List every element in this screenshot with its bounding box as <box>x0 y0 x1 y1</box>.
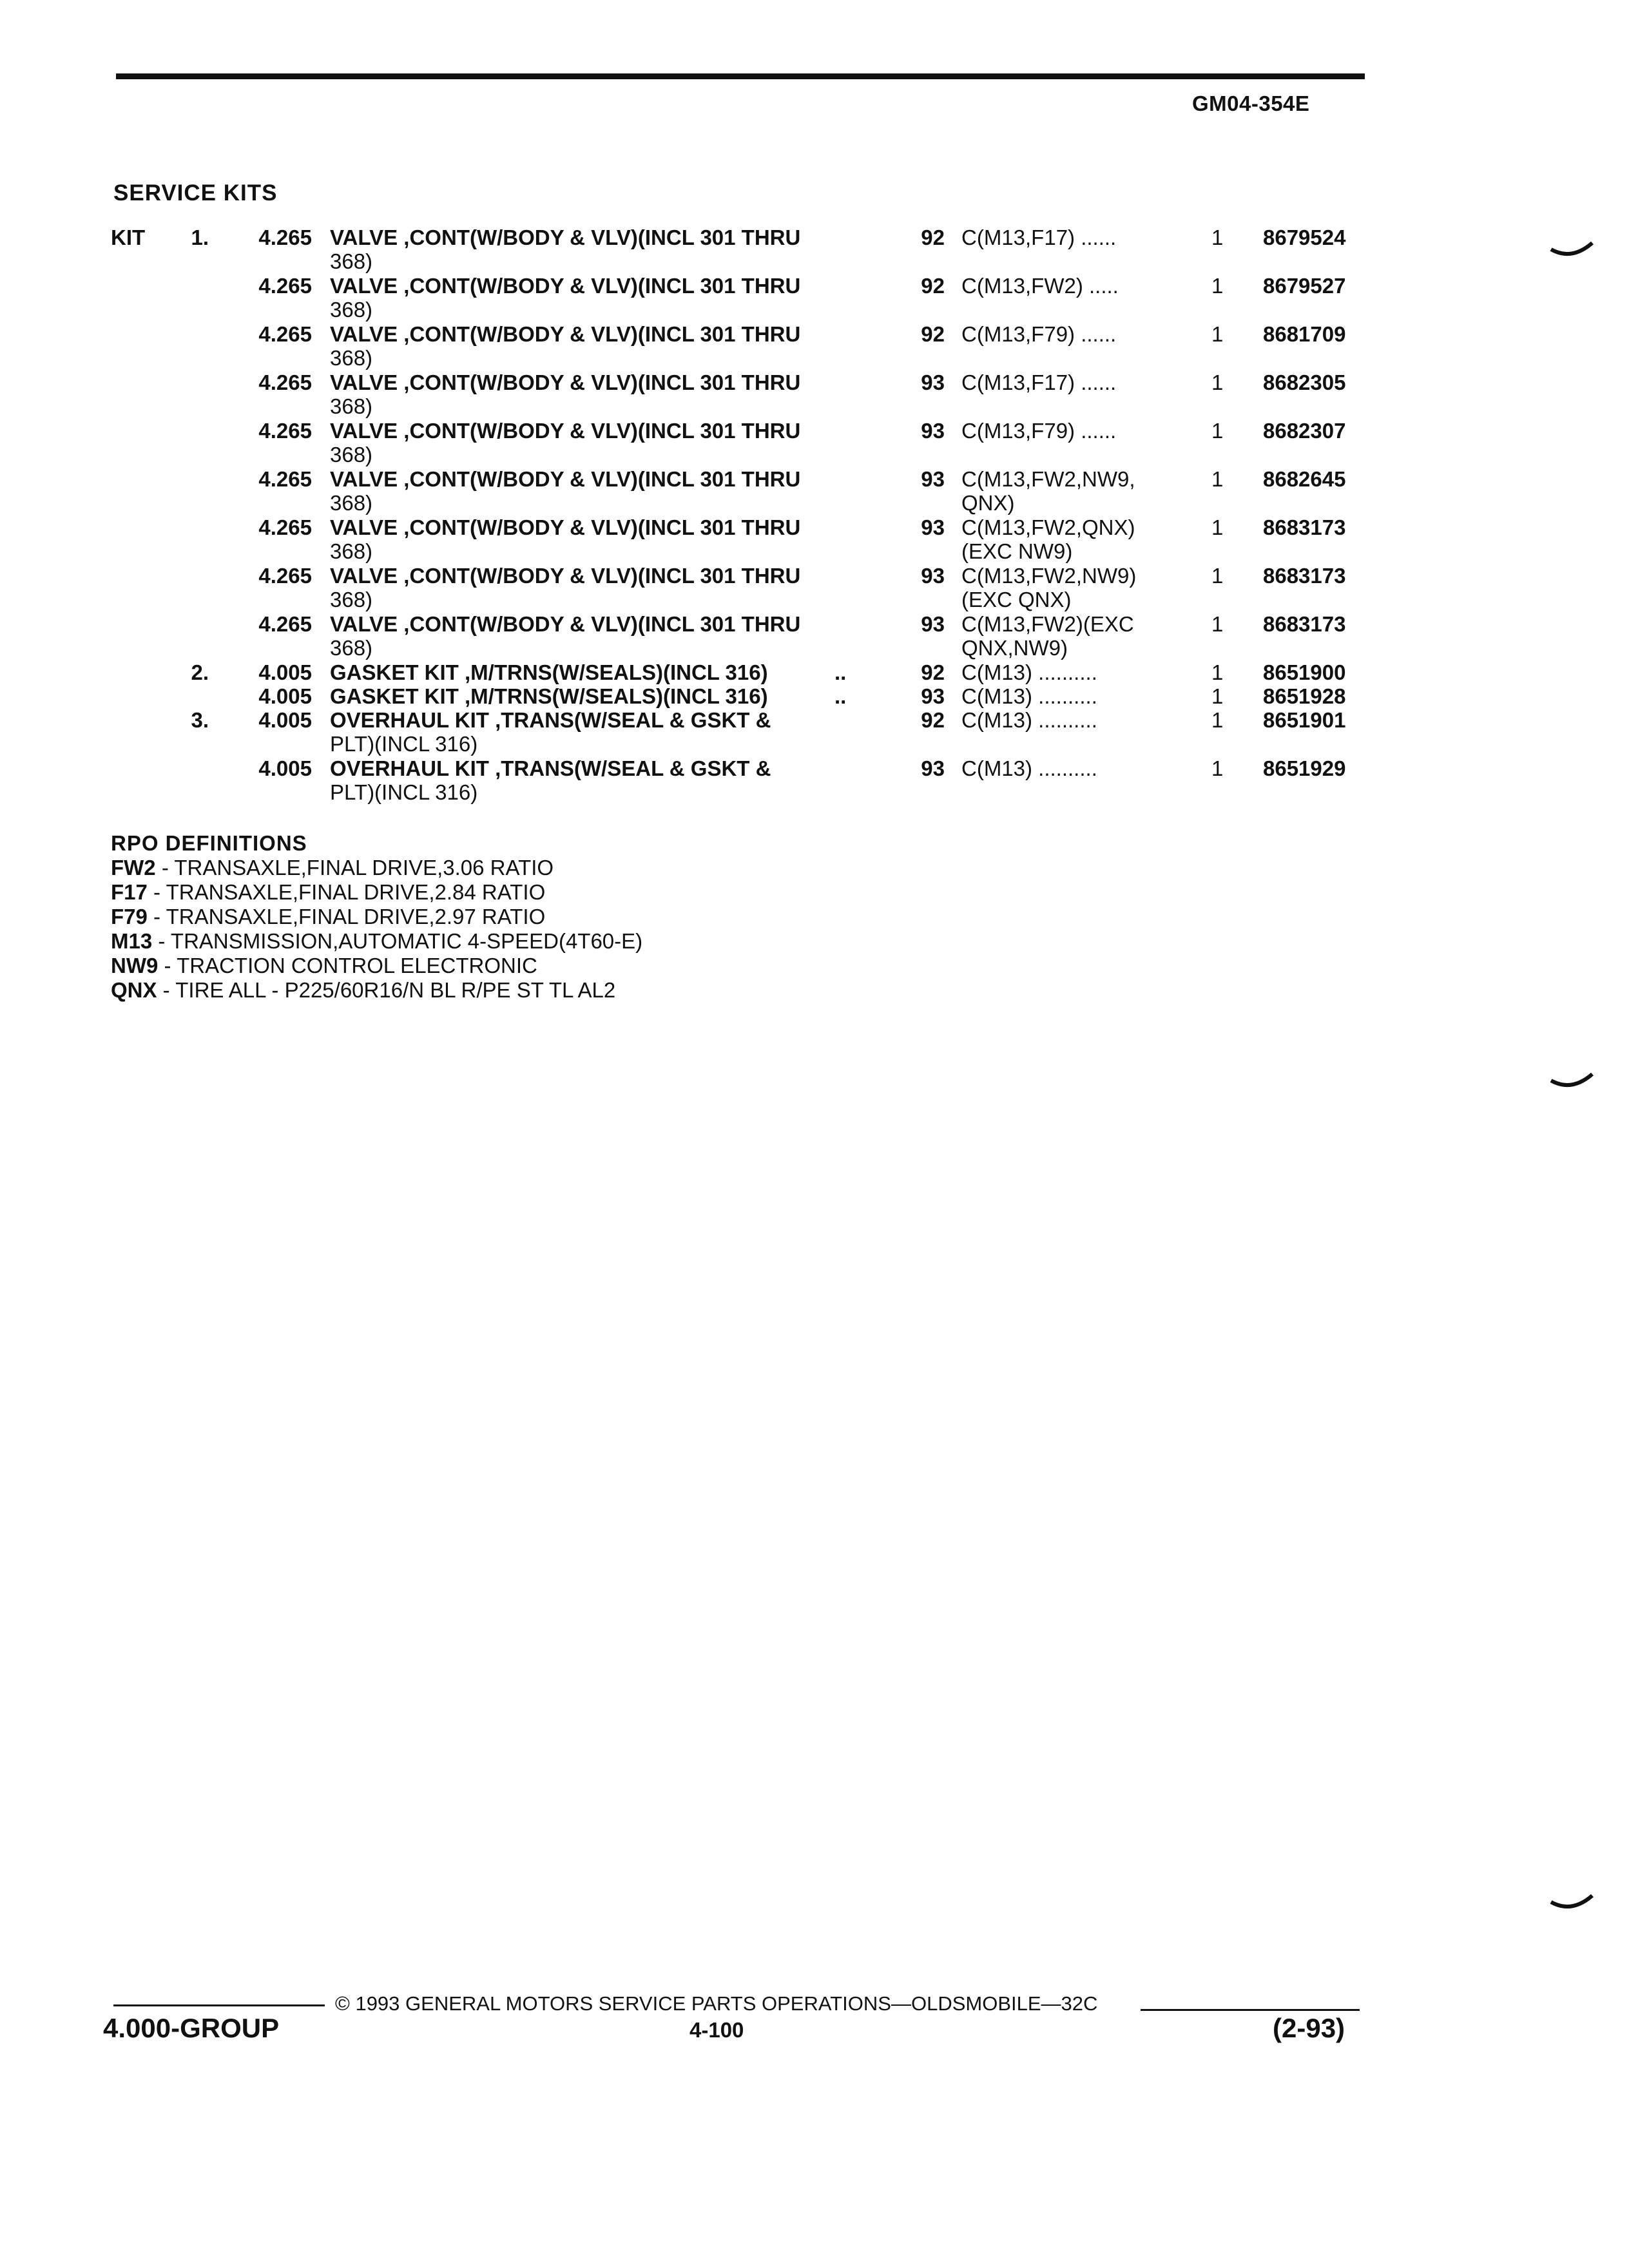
quantity: 1 <box>1211 708 1224 732</box>
model-year: 92 <box>921 274 945 298</box>
leader-dots: .. <box>834 684 847 708</box>
part-number: 8682645 <box>1263 467 1346 491</box>
binder-hole-mark <box>1550 242 1594 261</box>
part-number: 8682307 <box>1263 419 1346 443</box>
quantity: 1 <box>1211 274 1224 298</box>
part-name: VALVE <box>330 274 398 298</box>
part-description <box>330 564 800 588</box>
usage-code-continued: QNX,NW9) <box>961 636 1068 660</box>
model-year: 92 <box>921 660 945 684</box>
rpo-code: FW2 <box>111 856 156 879</box>
part-name: GASKET KIT <box>330 684 459 708</box>
usage-code: C(M13) .......... <box>961 660 1097 684</box>
section-title: SERVICE KITS <box>113 180 278 206</box>
binder-hole-mark <box>1550 1894 1594 1914</box>
part-name: VALVE <box>330 419 398 443</box>
model-year: 93 <box>921 564 945 588</box>
part-number: 8683173 <box>1263 564 1346 588</box>
rpo-description: - TRACTION CONTROL ELECTRONIC <box>158 954 537 977</box>
part-number: 8651928 <box>1263 684 1346 708</box>
part-spec: ,CONT(W/BODY & VLV)(INCL 301 THRU <box>398 419 801 443</box>
group-number: 4.005 <box>258 756 312 780</box>
model-year: 92 <box>921 226 945 249</box>
rpo-item <box>111 856 642 880</box>
model-year: 93 <box>921 370 945 394</box>
part-name: VALVE <box>330 322 398 346</box>
part-spec: ,CONT(W/BODY & VLV)(INCL 301 THRU <box>398 370 801 394</box>
part-spec: ,TRANS(W/SEAL & GSKT & <box>488 756 771 780</box>
quantity: 1 <box>1211 756 1224 780</box>
usage-code: C(M13,F79) ...... <box>961 419 1117 443</box>
part-spec: ,CONT(W/BODY & VLV)(INCL 301 THRU <box>398 515 801 539</box>
rpo-description: - TIRE ALL - P225/60R16/N BL R/PE ST TL AL2 <box>157 978 616 1002</box>
quantity: 1 <box>1211 515 1224 539</box>
description-continued: PLT)(INCL 316) <box>330 732 478 756</box>
part-number: 8681709 <box>1263 322 1346 346</box>
quantity: 1 <box>1211 467 1224 491</box>
rpo-item <box>111 929 642 954</box>
footer-rule-right <box>1141 2009 1360 2011</box>
part-number: 8683173 <box>1263 612 1346 636</box>
part-description <box>330 322 800 346</box>
quantity: 1 <box>1211 370 1224 394</box>
part-spec: ,TRANS(W/SEAL & GSKT & <box>488 708 771 732</box>
part-description <box>330 370 800 394</box>
description-continued: 368) <box>330 394 373 418</box>
part-description <box>330 226 800 249</box>
part-description <box>330 419 800 443</box>
part-name: GASKET KIT <box>330 660 459 684</box>
footer-copyright: © 1993 GENERAL MOTORS SERVICE PARTS OPERATIONS—OLDSMOBILE—32C <box>335 1992 1098 2015</box>
model-year: 93 <box>921 756 945 780</box>
part-spec: ,CONT(W/BODY & VLV)(INCL 301 THRU <box>398 564 801 588</box>
rpo-code: NW9 <box>111 954 159 977</box>
parts-row <box>0 612 1629 660</box>
binder-hole-mark <box>1550 1073 1594 1092</box>
usage-code: C(M13,FW2)(EXC <box>961 612 1134 636</box>
parts-row <box>0 322 1629 370</box>
part-name: VALVE <box>330 226 398 249</box>
parts-row <box>0 564 1629 612</box>
part-name: OVERHAUL KIT <box>330 756 489 780</box>
usage-code: C(M13,FW2) ..... <box>961 274 1119 298</box>
description-continued: 368) <box>330 249 373 273</box>
parts-row <box>0 515 1629 564</box>
usage-code: C(M13,F17) ...... <box>961 370 1117 394</box>
part-description <box>330 612 800 636</box>
item-number: 2. <box>191 660 209 684</box>
part-number: 8683173 <box>1263 515 1346 539</box>
usage-code: C(M13,F79) ...... <box>961 322 1117 346</box>
part-description <box>330 660 768 684</box>
model-year: 93 <box>921 515 945 539</box>
rpo-code: F79 <box>111 905 148 928</box>
part-name: OVERHAUL KIT <box>330 708 489 732</box>
part-description <box>330 274 800 298</box>
rpo-definitions <box>111 831 642 1003</box>
footer-group-label: 4.000-GROUP <box>103 2013 280 2043</box>
usage-code-continued: (EXC NW9) <box>961 539 1073 563</box>
usage-code-continued: (EXC QNX) <box>961 588 1072 611</box>
group-number: 4.005 <box>258 708 312 732</box>
part-name: VALVE <box>330 612 398 636</box>
usage-code: C(M13) .......... <box>961 756 1097 780</box>
model-year: 93 <box>921 419 945 443</box>
part-description <box>330 708 771 732</box>
parts-row <box>0 274 1629 322</box>
part-description <box>330 515 800 539</box>
rpo-code: F17 <box>111 880 148 904</box>
parts-row <box>0 419 1629 467</box>
quantity: 1 <box>1211 419 1224 443</box>
footer-rule-left <box>113 2004 325 2006</box>
kit-label: KIT <box>111 226 146 249</box>
usage-code-continued: QNX) <box>961 491 1015 515</box>
description-continued: 368) <box>330 346 373 370</box>
part-description <box>330 467 800 491</box>
part-spec: ,CONT(W/BODY & VLV)(INCL 301 THRU <box>398 274 801 298</box>
group-number: 4.005 <box>258 684 312 708</box>
quantity: 1 <box>1211 612 1224 636</box>
part-name: VALVE <box>330 467 398 491</box>
parts-row <box>0 660 1629 684</box>
rpo-title: RPO DEFINITIONS <box>111 831 307 855</box>
part-spec: ,CONT(W/BODY & VLV)(INCL 301 THRU <box>398 226 801 249</box>
model-year: 93 <box>921 612 945 636</box>
footer-revision-date: (2-93) <box>1273 2013 1345 2043</box>
item-number: 1. <box>191 226 209 249</box>
rpo-item <box>111 905 642 929</box>
part-number: 8651929 <box>1263 756 1346 780</box>
description-continued: 368) <box>330 588 373 611</box>
description-continued: PLT)(INCL 316) <box>330 780 478 804</box>
parts-row <box>0 708 1629 756</box>
group-number: 4.005 <box>258 660 312 684</box>
parts-row <box>0 756 1629 805</box>
group-number: 4.265 <box>258 564 312 588</box>
parts-list <box>0 226 1629 805</box>
model-year: 92 <box>921 322 945 346</box>
group-number: 4.265 <box>258 226 312 249</box>
rpo-list <box>111 856 642 1003</box>
usage-code: C(M13,FW2,NW9) <box>961 564 1137 588</box>
usage-code: C(M13) .......... <box>961 708 1097 732</box>
item-number: 3. <box>191 708 209 732</box>
description-continued: 368) <box>330 298 373 322</box>
part-name: VALVE <box>330 564 398 588</box>
rpo-description: - TRANSAXLE,FINAL DRIVE,2.84 RATIO <box>147 880 546 904</box>
usage-code: C(M13,FW2,QNX) <box>961 515 1135 539</box>
quantity: 1 <box>1211 226 1224 249</box>
quantity: 1 <box>1211 684 1224 708</box>
model-year: 93 <box>921 684 945 708</box>
model-year: 92 <box>921 708 945 732</box>
rpo-description: - TRANSAXLE,FINAL DRIVE,2.97 RATIO <box>147 905 546 928</box>
description-continued: 368) <box>330 539 373 563</box>
parts-row <box>0 226 1629 274</box>
parts-row <box>0 467 1629 515</box>
part-spec: ,CONT(W/BODY & VLV)(INCL 301 THRU <box>398 467 801 491</box>
part-number: 8682305 <box>1263 370 1346 394</box>
part-spec: ,M/TRNS(W/SEALS)(INCL 316) <box>458 660 768 684</box>
part-number: 8679527 <box>1263 274 1346 298</box>
group-number: 4.265 <box>258 274 312 298</box>
group-number: 4.265 <box>258 419 312 443</box>
model-year: 93 <box>921 467 945 491</box>
rpo-item <box>111 880 642 905</box>
rpo-item <box>111 954 642 978</box>
leader-dots: .. <box>834 660 847 684</box>
rpo-code: M13 <box>111 929 153 953</box>
part-spec: ,CONT(W/BODY & VLV)(INCL 301 THRU <box>398 612 801 636</box>
part-name: VALVE <box>330 515 398 539</box>
document-code: GM04-354E <box>1192 91 1310 115</box>
part-number: 8651901 <box>1263 708 1346 732</box>
parts-row <box>0 684 1629 708</box>
part-number: 8679524 <box>1263 226 1346 249</box>
footer-page-number: 4-100 <box>689 2018 744 2042</box>
part-number: 8651900 <box>1263 660 1346 684</box>
rpo-code: QNX <box>111 978 157 1002</box>
usage-code: C(M13) .......... <box>961 684 1097 708</box>
quantity: 1 <box>1211 564 1224 588</box>
quantity: 1 <box>1211 660 1224 684</box>
part-description <box>330 756 771 780</box>
description-continued: 368) <box>330 443 373 466</box>
part-spec: ,CONT(W/BODY & VLV)(INCL 301 THRU <box>398 322 801 346</box>
group-number: 4.265 <box>258 515 312 539</box>
usage-code: C(M13,FW2,NW9, <box>961 467 1135 491</box>
parts-row <box>0 370 1629 419</box>
group-number: 4.265 <box>258 612 312 636</box>
group-number: 4.265 <box>258 467 312 491</box>
description-continued: 368) <box>330 636 373 660</box>
header-rule <box>116 73 1365 79</box>
description-continued: 368) <box>330 491 373 515</box>
rpo-description: - TRANSMISSION,AUTOMATIC 4-SPEED(4T60-E) <box>152 929 643 953</box>
rpo-item <box>111 978 642 1003</box>
usage-code: C(M13,F17) ...... <box>961 226 1117 249</box>
group-number: 4.265 <box>258 322 312 346</box>
part-spec: ,M/TRNS(W/SEALS)(INCL 316) <box>458 684 768 708</box>
part-description <box>330 684 768 708</box>
group-number: 4.265 <box>258 370 312 394</box>
rpo-description: - TRANSAXLE,FINAL DRIVE,3.06 RATIO <box>155 856 554 879</box>
part-name: VALVE <box>330 370 398 394</box>
quantity: 1 <box>1211 322 1224 346</box>
